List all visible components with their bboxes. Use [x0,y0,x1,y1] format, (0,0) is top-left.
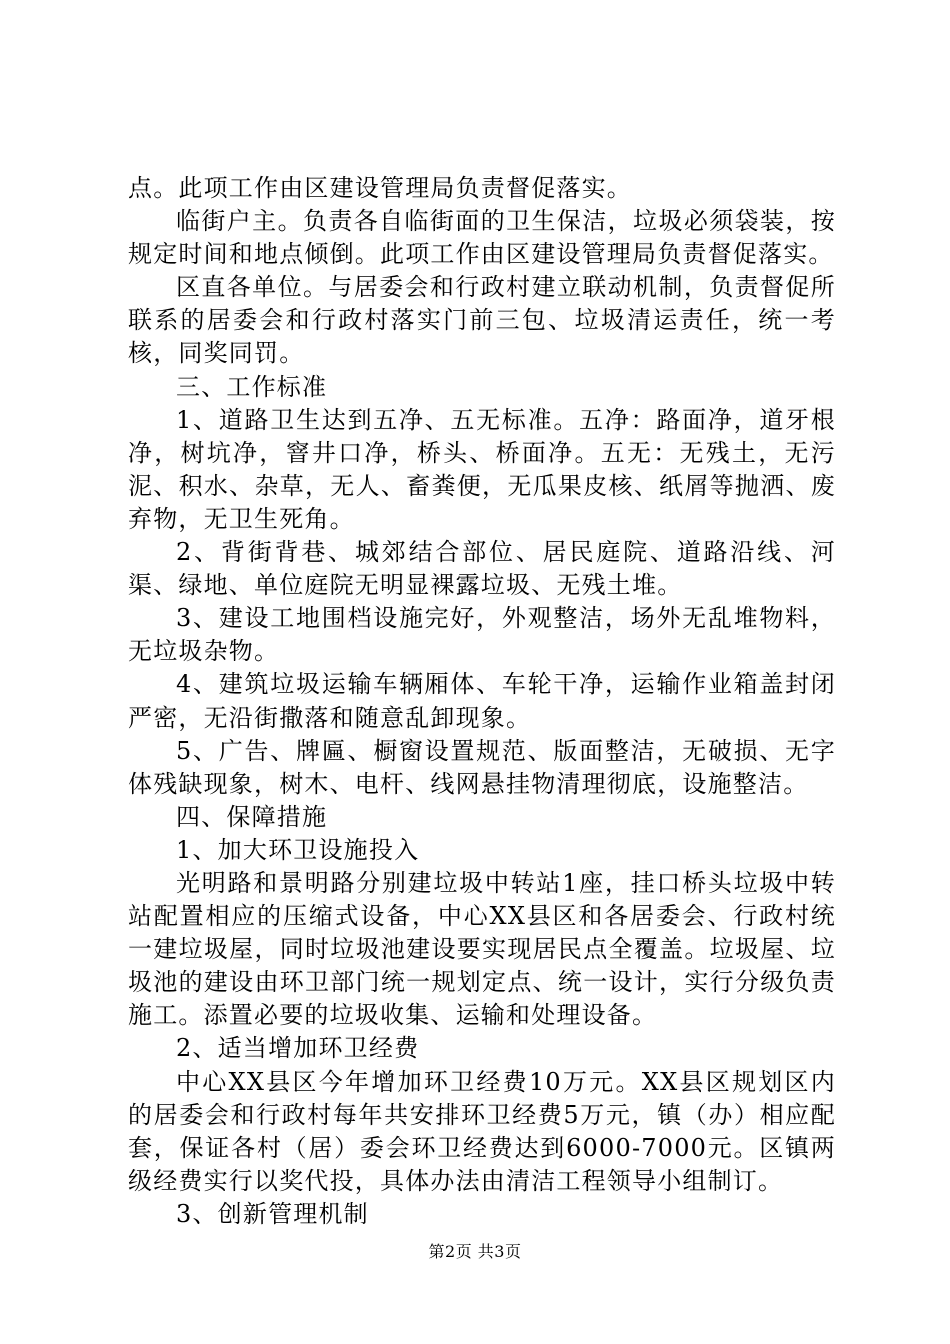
paragraph-street-households: 临街户主。负责各自临街面的卫生保洁，垃圾必须袋装，按规定时间和地点倾倒。此项工作由区建设管理局负责督促落实。 [128,207,836,269]
subheading-sanitation-funding: 2、适当增加环卫经费 [176,1034,420,1063]
paragraph-standard-4: 4、建筑垃圾运输车辆厢体、车轮干净，运输作业箱盖封闭严密，无沿街撒落和随意乱卸现象。 [128,670,836,732]
paragraph-continuation: 点。此项工作由区建设管理局负责督促落实。 [128,174,632,202]
paragraph-district-units: 区直各单位。与居委会和行政村建立联动机制，负责督促所联系的居委会和行政村落实门前三包、垃圾清运责任，统一考核，同奖同罚。 [128,273,836,368]
subheading-management-mechanism: 3、创新管理机制 [176,1199,369,1228]
subheading-facility-investment: 1、加大环卫设施投入 [176,835,420,864]
section-heading-work-standards: 三、工作标准 [176,372,328,401]
paragraph-standard-2: 2、背街背巷、城郊结合部位、居民庭院、道路沿线、河渠、绿地、单位庭院无明显裸露垃圾、无残土堆。 [128,538,836,600]
paragraph-standard-3: 3、建设工地围档设施完好，外观整洁，场外无乱堆物料，无垃圾杂物。 [128,604,836,666]
document-body [128,172,836,1231]
section-heading-safeguards: 四、保障措施 [176,802,328,831]
page-number-footer: 第2页 共3页 [428,1242,522,1261]
paragraph-standard-1: 1、道路卫生达到五净、五无标准。五净：路面净，道牙根净，树坑净，窨井口净，桥头、桥面净。五无：无残土，无污泥、积水、杂草，无人、畜粪便，无瓜果皮核、纸屑等抛洒、废弃物，无卫生死角。 [128,405,836,533]
paragraph-sanitation-funding: 中心XX县区今年增加环卫经费10万元。XX县区规划区内的居委会和行政村每年共安排环卫经费5万元，镇（办）相应配套，保证各村（居）委会环卫经费达到6000-7000元。区镇两级经费实行以奖代投，具体办法由清洁工程领导小组制订。 [128,1067,836,1195]
paragraph-facility-investment: 光明路和景明路分别建垃圾中转站1座，挂口桥头垃圾中转站配置相应的压缩式设备，中心XX县区和各居委会、行政村统一建垃圾屋，同时垃圾池建设要实现居民点全覆盖。垃圾屋、垃圾池的建设由环卫部门统一规划定点、统一设计，实行分级负责施工。添置必要的垃圾收集、运输和处理设备。 [128,868,836,1030]
paragraph-standard-5: 5、广告、牌匾、橱窗设置规范、版面整洁，无破损、无字体残缺现象，树木、电杆、线网悬挂物清理彻底，设施整洁。 [128,736,836,798]
